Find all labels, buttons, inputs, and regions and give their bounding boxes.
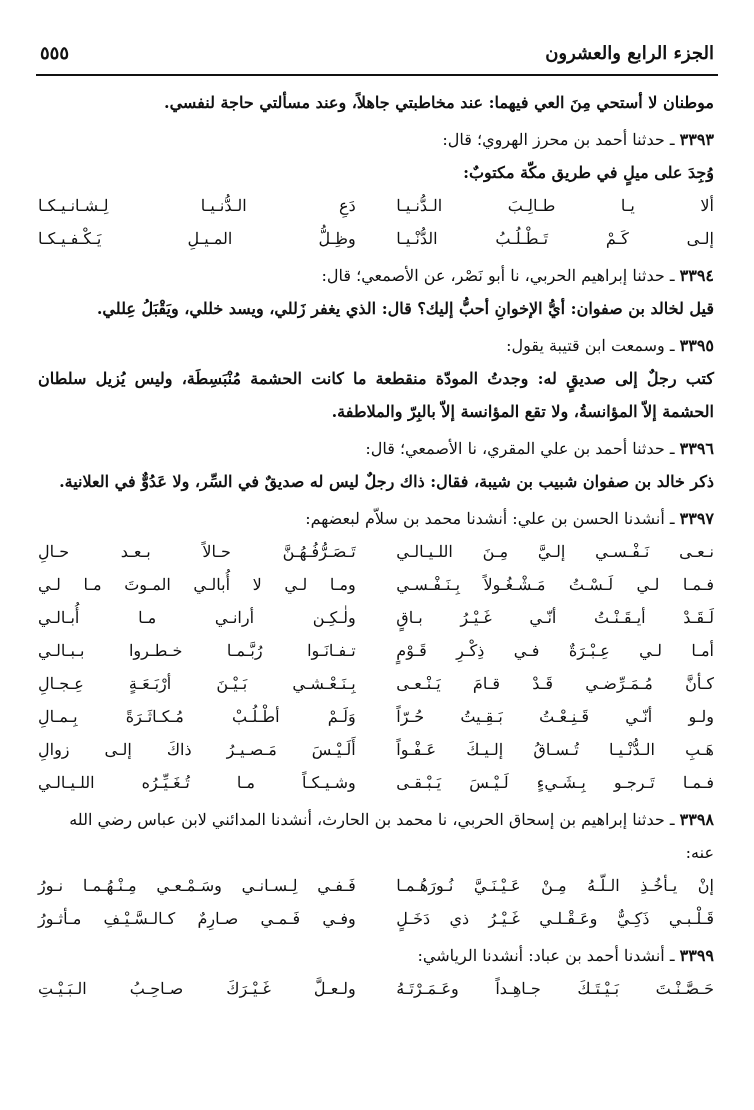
- paragraph: موطنان لا أستحي مِنَ العي فيهما: عند مخاطبتي جاهلاً، وعند مسألتي حاجة لنفسي.: [164, 93, 714, 112]
- verse-second-hemistich: أَلَـيْـسَ مَـصـيـرُ ذاكَ إلـى زوالِ: [38, 740, 356, 759]
- verse-line: [38, 667, 714, 700]
- narration-text: ـ حدثنا أحمد بن علي المقري، نا الأصمعي؛ قال:: [365, 439, 675, 458]
- entry-number: ٣٣٩٦: [679, 439, 714, 458]
- verse-line: [38, 700, 714, 733]
- verse-line: [38, 733, 714, 766]
- verse-second-hemistich: ولٰـكِـن أرانـي مـا أُبـالـي: [38, 608, 356, 627]
- verse-first-hemistich: أمـا لـي عِـبْـرَةٌ فـي ذِكْـرِ قَـوْمٍ: [396, 641, 714, 660]
- verse-first-hemistich: ألا يـا طـالِـبَ الـدُّنـيـا: [396, 196, 714, 215]
- verse-line: [38, 902, 714, 935]
- entry-number: ٣٣٩٤: [679, 266, 714, 285]
- verse-second-hemistich: تَـصَـرُّفُـهُـنَّ حـالاً بـعـد حـالِ: [38, 542, 356, 561]
- verse-second-hemistich: وفـي فَـمـي صـارِمٌ كـالـسَّـيْـفِ مـأثـورُ: [38, 909, 356, 928]
- verse-second-hemistich: وَلَـمْ أطْـلُـبْ مُـكـاثَـرَةً بِـمـالِ: [38, 707, 356, 726]
- narration-line: [38, 939, 714, 972]
- verse-first-hemistich: إلـى كَـمْ تَـطْـلُـبُ الدُّنْـيـا: [396, 229, 714, 248]
- narration-line: [38, 329, 714, 362]
- verse-line: [38, 189, 714, 222]
- verse-second-hemistich: وشـيـكـاً مـا تُـغَـيِّـرُه اللـيـالـي: [38, 773, 356, 792]
- paragraph: وُجِدَ على ميلٍ في طريق مكّة مكتوبٌ:: [463, 163, 714, 182]
- verse-second-hemistich: بِـنَـعْـشـي بَـيْـنَ أرْبَـعَـةٍ عِـجـالِ: [38, 674, 356, 693]
- verse-first-hemistich: حَـصَّـنْـتَ بَـيْـتَـكَ جـاهِـداً وعَـمَـرْتَـهُ: [396, 979, 714, 998]
- entry-number: ٣٣٩٥: [679, 336, 714, 355]
- narration-text: ـ حدثنا أحمد بن محرز الهروي؛ قال:: [442, 130, 675, 149]
- verse-line: [38, 222, 714, 255]
- verse-second-hemistich: دَعِ الـدُّنـيـا لِـشـانـيـكـا: [38, 196, 356, 215]
- narration-line: [38, 803, 714, 869]
- verse-second-hemistich: وظِـلُّ المـيـلِ يَـكْـفـيـكـا: [38, 229, 356, 248]
- verse-second-hemistich: ولـعـلَّ غَـيْـرَكَ صـاحِـبُ الـبَـيْـتِ: [38, 979, 356, 998]
- verse-first-hemistich: هَـبِ الـدُّنْـيـا تُـسـاقُ إلـيـكَ عَـفْـواً: [396, 740, 714, 759]
- verse-line: [38, 634, 714, 667]
- verse-first-hemistich: فـمـا تَـرجـو بِـشَـيءٍ لَـيْـسَ يَـبْـقـى: [396, 773, 714, 792]
- entry-number: ٣٣٩٩: [679, 946, 714, 965]
- paragraph: ذكر خالد بن صفوان شبيب بن شيبة، فقال: ذاك رجلٌ ليس له صديقٌ في السِّر، ولا عَدُوٌّ في العلانية.: [59, 472, 714, 491]
- verse-first-hemistich: فـمـا لـي لَـسْـتُ مَـشْـغُـولاً بِـنَـفْـسـي: [396, 575, 714, 594]
- verse-first-hemistich: قَـلْـبـي ذَكِـيٌّ وعَـقْـلـي غَـيْـرُ ذي دَخَـلٍ: [396, 909, 714, 928]
- narration-line: [38, 123, 714, 156]
- entry-number: ٣٣٩٣: [679, 130, 714, 149]
- paragraph: قيل لخالد بن صفوان: أيُّ الإخوانِ أحبُّ إليك؟ قال: الذي يغفر زَللي، ويسد خللي، ويَقْبَلُ عِللي.: [96, 299, 714, 318]
- page-number: ٥٥٥: [40, 42, 70, 64]
- verse-first-hemistich: نـعـى نَـفْـسـي إلـيَّ مِـنَ اللـيـالـي: [396, 542, 714, 561]
- narration-line: [38, 259, 714, 292]
- entry-number: ٣٣٩٧: [679, 509, 714, 528]
- running-title: الجزء الرابع والعشرون: [545, 42, 714, 64]
- narration-text: ـ أنشدنا الحسن بن علي: أنشدنا محمد بن سلاّم لبعضهم:: [305, 509, 675, 528]
- header-rule: [36, 74, 718, 76]
- narration-line: [38, 502, 714, 535]
- narration-line: [38, 432, 714, 465]
- entry-number: ٣٣٩٨: [679, 810, 714, 829]
- running-header: [40, 36, 714, 70]
- verse-line: [38, 869, 714, 902]
- verse-line: [38, 535, 714, 568]
- verse-first-hemistich: كـأنَّ مُـمَـرِّضـي قَـدْ قـامَ يَـنْـعـى: [396, 674, 714, 693]
- verse-second-hemistich: ومـا لـي لا أُبالـي المـوتَ مـا لـي: [38, 575, 356, 594]
- page-body: [38, 86, 714, 1005]
- verse-first-hemistich: ولـو أنّـي قَـنِـعْـتُ بَـقِـيتُ حُـرّاً: [396, 707, 714, 726]
- verse-line: [38, 568, 714, 601]
- verse-line: [38, 972, 714, 1005]
- verse-line: [38, 766, 714, 799]
- verse-first-hemistich: إنْ يـأخُـذِ الـلّـهُ مِـنْ عَـيْـنَـيَّ نُـورَهُـمـا: [396, 876, 714, 895]
- narration-text: ـ وسمعت ابن قتيبة يقول:: [506, 336, 675, 355]
- verse-second-hemistich: فَـفـي لِـسـانـي وسَـمْـعـي مِـنْـهُـمـا نـورُ: [38, 876, 356, 895]
- verse-line: [38, 601, 714, 634]
- narration-text: ـ حدثنا إبراهيم بن إسحاق الحربي، نا محمد بن الحارث، أنشدنا المدائني لابن عباس رضي الله عنه:: [69, 810, 714, 862]
- narration-text: ـ أنشدنا أحمد بن عباد: أنشدنا الرياشي:: [417, 946, 675, 965]
- verse-first-hemistich: لَـقَـدْ أيـقَـنْـتُ أنّـي غَـيْـرُ بـاقٍ: [396, 608, 714, 627]
- paragraph: كتب رجلٌ إلى صديقٍ له: وجدتُ المودّة منقطعة ما كانت الحشمة مُنْبَسِطَة، وليس يُزيل سلطان الحشمة إلاّ المؤانسةُ، ولا تقع المؤانسة إلاّ بالبِرّ والملاطفة.: [38, 369, 714, 421]
- verse-second-hemistich: تـفـانَـوا رُبَّـمـا خـطـروا بـبـالـي: [38, 641, 356, 660]
- narration-text: ـ حدثنا إبراهيم الحربي، نا أبو نَصْر، عن الأصمعي؛ قال:: [321, 266, 675, 285]
